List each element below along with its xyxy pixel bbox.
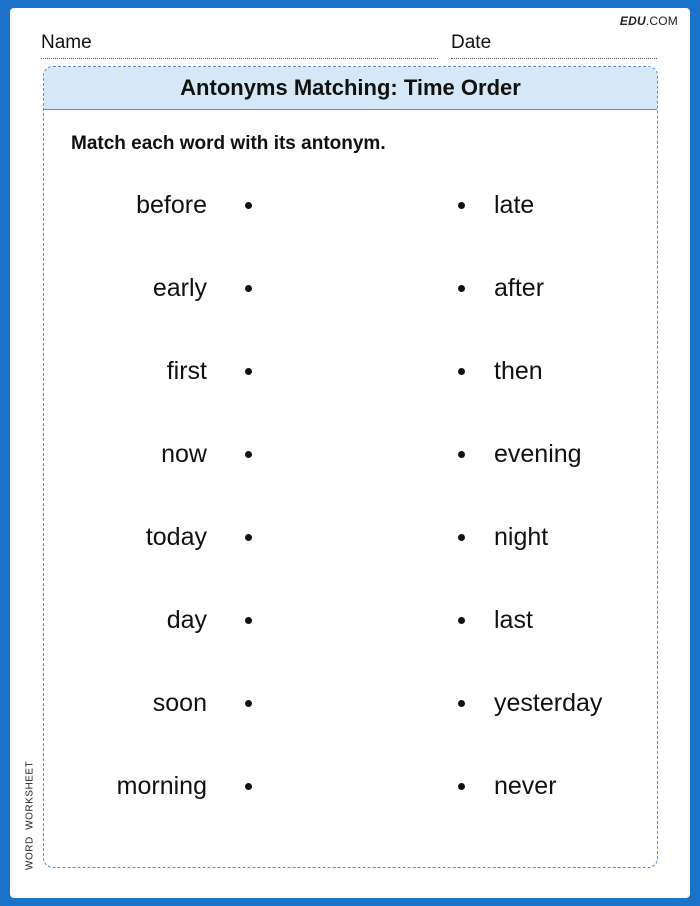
right-bullet[interactable]	[458, 534, 465, 541]
name-label: Name	[41, 32, 92, 53]
left-word: first	[166, 357, 207, 385]
left-bullet[interactable]	[245, 783, 252, 790]
match-row	[44, 683, 657, 723]
match-row	[44, 434, 657, 474]
right-bullet[interactable]	[458, 783, 465, 790]
exercise-box	[43, 66, 658, 868]
right-word: last	[494, 606, 533, 634]
match-row	[44, 517, 657, 557]
worksheet-title: Antonyms Matching: Time Order	[180, 75, 521, 100]
left-word: before	[136, 191, 207, 219]
instruction-text: Match each word with its antonym.	[71, 133, 386, 154]
title-banner	[44, 67, 657, 110]
left-bullet[interactable]	[245, 700, 252, 707]
right-bullet[interactable]	[458, 368, 465, 375]
match-row	[44, 268, 657, 308]
left-word: morning	[116, 772, 207, 800]
left-word: day	[166, 606, 207, 634]
right-bullet[interactable]	[458, 700, 465, 707]
left-bullet[interactable]	[245, 285, 252, 292]
right-bullet[interactable]	[458, 617, 465, 624]
right-word: yesterday	[494, 689, 603, 717]
match-row	[44, 766, 657, 806]
left-word: early	[152, 274, 207, 302]
right-bullet[interactable]	[458, 285, 465, 292]
match-row	[44, 600, 657, 640]
left-word: soon	[152, 689, 207, 717]
left-bullet[interactable]	[245, 368, 252, 375]
right-word: evening	[494, 440, 582, 468]
left-bullet[interactable]	[245, 534, 252, 541]
right-word: night	[494, 523, 549, 551]
left-bullet[interactable]	[245, 451, 252, 458]
left-word: today	[145, 523, 207, 551]
right-bullet[interactable]	[458, 451, 465, 458]
side-label: WORD WORKSHEET	[24, 760, 36, 870]
match-row	[44, 185, 657, 225]
date-field[interactable]	[451, 32, 657, 59]
right-word: after	[494, 274, 545, 302]
left-word: now	[161, 440, 207, 468]
left-bullet[interactable]	[245, 617, 252, 624]
worksheet-page	[10, 8, 690, 898]
right-bullet[interactable]	[458, 202, 465, 209]
match-row	[44, 351, 657, 391]
name-field[interactable]	[41, 32, 438, 59]
brand-logo: EDU.COM	[619, 14, 678, 28]
left-bullet[interactable]	[245, 202, 252, 209]
right-word: then	[494, 357, 543, 385]
right-word: never	[494, 772, 557, 800]
right-word: late	[494, 191, 535, 219]
date-label: Date	[451, 32, 492, 53]
